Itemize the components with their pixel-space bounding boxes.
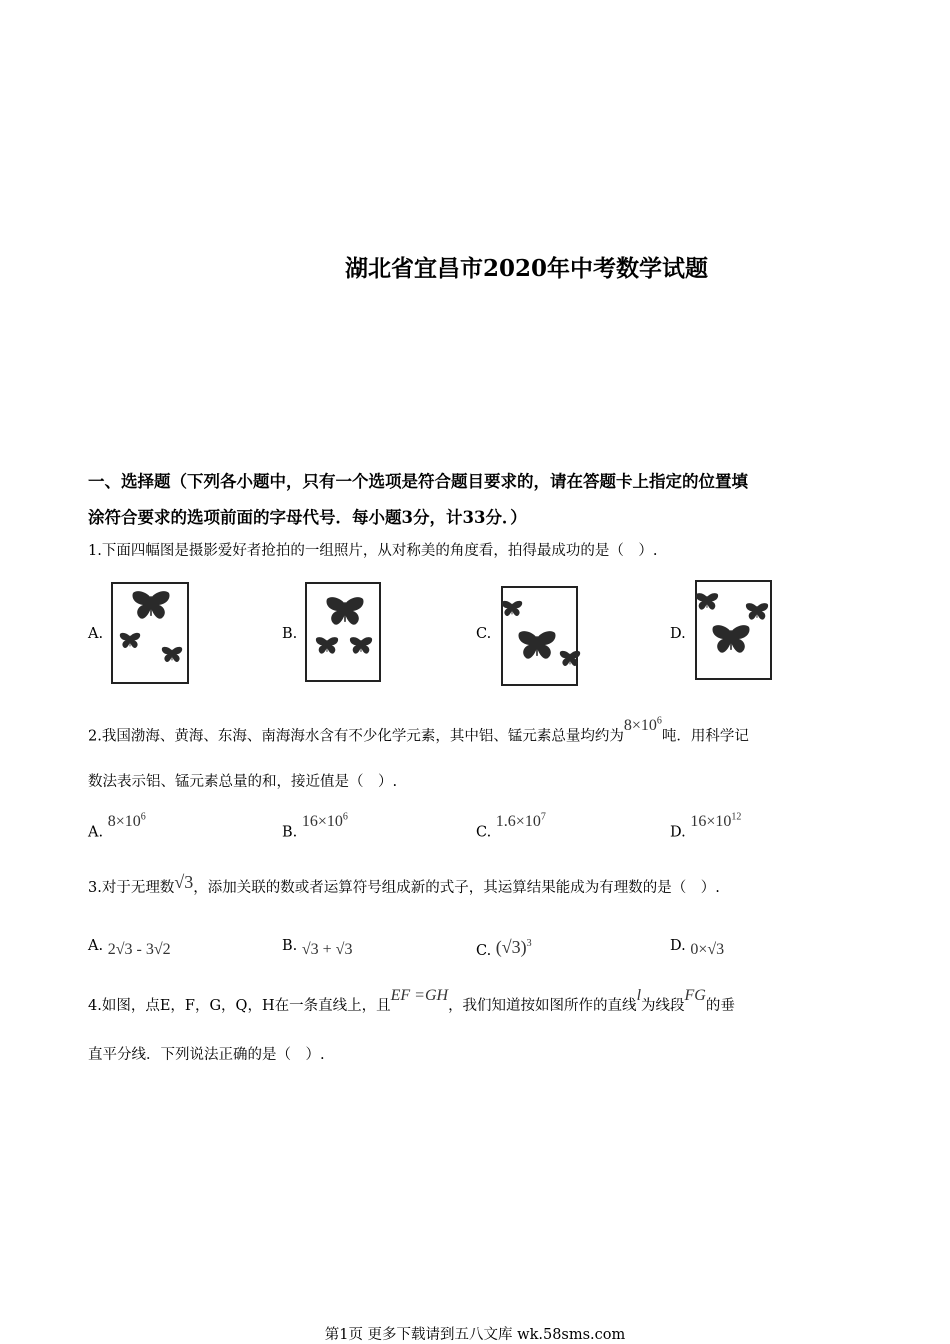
butterfly-icon [501,600,523,618]
page-footer: 第1页 更多下载请到五八文库 wk.58sms.com [324,1327,626,1343]
section-heading-line2: 涂符合要求的选项前面的字母代号．每小题3分，计33分．） [88,508,527,527]
question-2-line2: 数法表示铝、锰元素总量的和，接近值是（ ）. [88,774,398,790]
q1-photo-a [111,582,189,684]
q2-math-value: $8\times 10^6$ [623,716,662,735]
q1-photo-c [501,586,578,686]
q3-math-root: √3 [174,872,194,892]
q3-option-b: B. √3 + √3 [282,938,353,958]
q2-option-d: D. $16\times 10^{12}$ [670,812,742,841]
question-1-text: 1.下面四幅图是摄影爱好者抢拍的一组照片，从对称美的角度看，拍得最成功的是（ ）. [88,543,658,559]
butterfly-icon [315,636,339,656]
page-title: 湖北省宜昌市2020年中考数学试题 [345,255,709,282]
section-heading-line1: 一、选择题（下列各小题中，只有一个选项是符合题目要求的，请在答题卡上指定的位置填 [88,472,748,491]
q3-option-a: A. 2√3 - 3√2 [88,938,171,958]
q4-math-fg: FG [684,987,706,1004]
q1-option-a-label: A. [88,626,104,642]
question-2-line1: 2.我国渤海、黄海、东海、南海海水含有不少化学元素，其中铝、锰元素总量均约为$8\times 10^6$吨．用科学记 [88,716,749,745]
question-3-text: 3.对于无理数√3，添加关联的数或者运算符号组成新的式子，其运算结果能成为有理数的是（ ）. [88,872,720,896]
question-4-line2: 直平分线．下列说法正确的是（ ）. [88,1047,325,1063]
q1-option-c-label: C. [476,626,492,642]
question-4-line1: 4.如图，点E，F，G，Q，H在一条直线上，且EF =GH，我们知道按如图所作的直线l为线段FG的垂 [88,987,735,1014]
butterfly-icon [517,630,557,662]
butterfly-icon [745,602,769,622]
q4-math-l: l [636,987,642,1004]
butterfly-icon [325,596,365,628]
butterfly-icon [559,650,581,668]
q3-option-c: C. $(√3)^3$ [476,937,532,959]
q1-photo-b [305,582,381,682]
butterfly-icon [119,632,141,650]
butterfly-icon [349,636,373,656]
q2-option-c: C. $1.6\times 10^7$ [476,812,546,841]
q3-option-d: D. 0×√3 [670,938,725,958]
butterfly-icon [711,624,751,656]
q2-option-a: A. $8\times 10^6$ [88,812,146,841]
butterfly-icon [131,590,171,622]
butterfly-icon [161,646,183,664]
q2-option-b: B. $16\times 10^6$ [282,812,348,841]
q4-math-ef-gh: EF =GH [390,987,449,1004]
butterfly-icon [695,592,719,612]
q1-option-d-label: D. [670,626,686,642]
q1-option-b-label: B. [282,626,298,642]
q1-photo-d [695,580,772,680]
